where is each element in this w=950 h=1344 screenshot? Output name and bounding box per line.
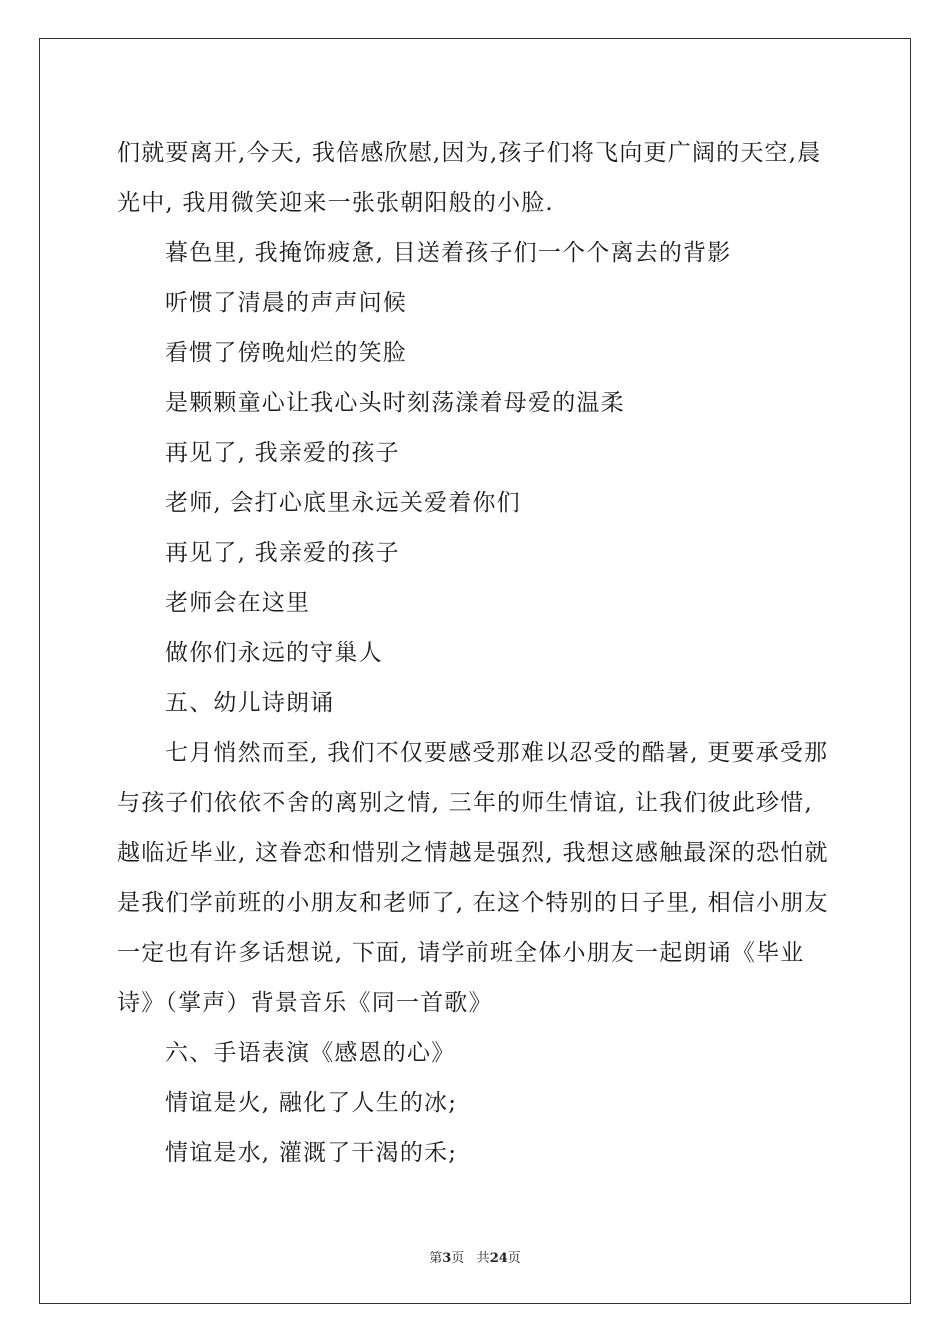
text-line: 一定也有许多话想说, 下面, 请学前班全体小朋友一起朗诵《毕业 (117, 940, 805, 966)
total-prefix: 共 (476, 1251, 490, 1266)
text-line: 七月悄然而至, 我们不仅要感受那难以忍受的酷暑, 更要承受那 (165, 740, 829, 766)
page-prefix: 第 (429, 1251, 443, 1266)
text-line: 们就要离开,今天, 我倍感欣慰,因为,孩子们将飞向更广阔的天空,晨 (117, 140, 822, 166)
text-line: 与孩子们依依不舍的离别之情, 三年的师生情谊, 让我们彼此珍惜, (117, 790, 813, 816)
text-line: 情谊是火, 融化了人生的冰; (165, 1090, 458, 1116)
page-number: 3 (442, 1251, 452, 1266)
section-heading: 五、幼儿诗朗诵 (165, 690, 335, 716)
text-line: 越临近毕业, 这眷恋和惜别之情越是强烈, 我想这感触最深的恐怕就 (117, 840, 829, 866)
text-line: 是颗颗童心让我心头时刻荡漾着母爱的温柔 (165, 390, 625, 416)
text-line: 是我们学前班的小朋友和老师了, 在这个特别的日子里, 相信小朋友 (117, 890, 829, 916)
total-pages: 24 (489, 1251, 508, 1266)
page-footer (0, 1247, 950, 1266)
total-suffix: 页 (507, 1251, 521, 1266)
text-line: 光中, 我用微笑迎来一张张朝阳般的小脸. (117, 190, 554, 216)
text-line: 看惯了傍晚灿烂的笑脸 (165, 340, 407, 366)
text-line: 再见了, 我亲爱的孩子 (165, 540, 400, 566)
text-line: 诗》（掌声）背景音乐《同一首歌》 (117, 990, 493, 1016)
text-line: 老师会在这里 (165, 590, 311, 616)
text-line: 暮色里, 我掩饰疲惫, 目送着孩子们一个个离去的背影 (165, 240, 732, 266)
text-line: 老师, 会打心底里永远关爱着你们 (165, 490, 521, 516)
page-suffix: 页 (451, 1251, 465, 1266)
text-line: 情谊是水, 灌溉了干渴的禾; (165, 1140, 458, 1166)
section-heading: 六、手语表演《感恩的心》 (165, 1040, 456, 1066)
text-line: 听惯了清晨的声声问候 (165, 290, 407, 316)
text-line: 再见了, 我亲爱的孩子 (165, 440, 400, 466)
document-body (117, 128, 837, 1178)
text-line: 做你们永远的守巢人 (165, 640, 383, 666)
